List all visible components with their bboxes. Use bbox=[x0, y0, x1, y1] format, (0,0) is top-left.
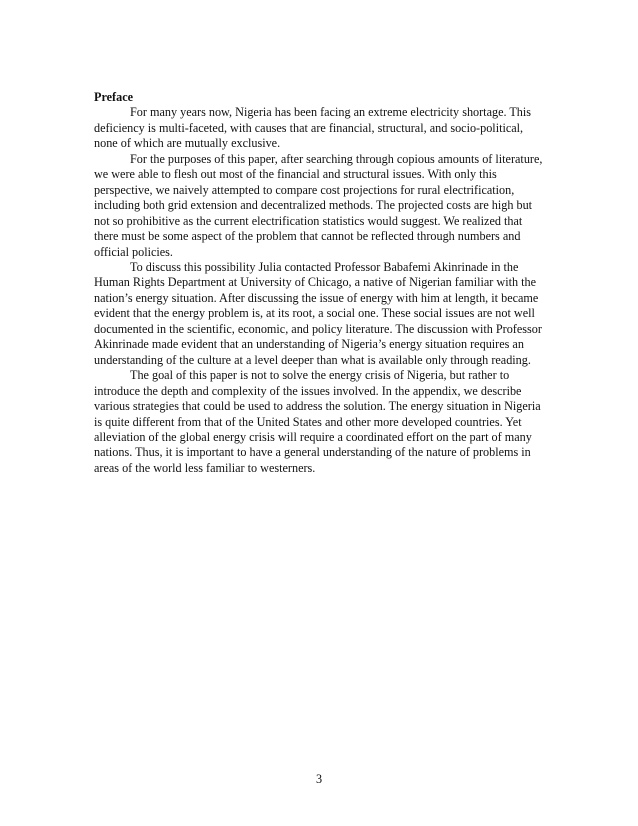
paragraph-3: To discuss this possibility Julia contacted Professor Babafemi Akinrinade in the Human Rights Department at University of Chicago, a native of Nigerian familiar with the nation’s energy situation. After discussing the issue of energy with him at length, it became evident that the energy problem is, at its root, a social one. These social issues are not well documented in the scientific, economic, and policy literature. The discussion with Professor Akinrinade made evident that an understanding of Nigeria’s energy situation requires an understanding of the culture at a level deeper than what is available only through reading. bbox=[94, 259, 542, 367]
page-number: 3 bbox=[315, 772, 323, 786]
paragraph-2: For the purposes of this paper, after searching through copious amounts of literature, we were able to flesh out most of the financial and structural issues. With only this perspective, we naively attempted to compare cost projections for rural electrification, including both grid extension and decentralized methods. The projected costs are high but not so prohibitive as the current electrification statistics would suggest. We realized that there must be some aspect of the problem that cannot be reflected through numbers and official policies. bbox=[94, 151, 543, 259]
paragraph-1: For many years now, Nigeria has been facing an extreme electricity shortage. This deficiency is multi-faceted, with causes that are financial, structural, and socio-political, none of which are mutually exclusive. bbox=[94, 105, 532, 151]
paragraph-4: The goal of this paper is not to solve the energy crisis of Nigeria, but rather to introduce the depth and complexity of the issues involved. In the appendix, we describe various strategies that could be used to address the solution. The energy situation in Nigeria is quite different from that of the United States and other more developed countries. Yet alleviation of the global energy crisis will require a coordinated effort on the part of many nations. Thus, it is important to have a general understanding of the nature of problems in areas of the world less familiar to westerners. bbox=[94, 368, 541, 475]
section-heading: Preface bbox=[94, 90, 134, 104]
page-body bbox=[94, 90, 546, 476]
